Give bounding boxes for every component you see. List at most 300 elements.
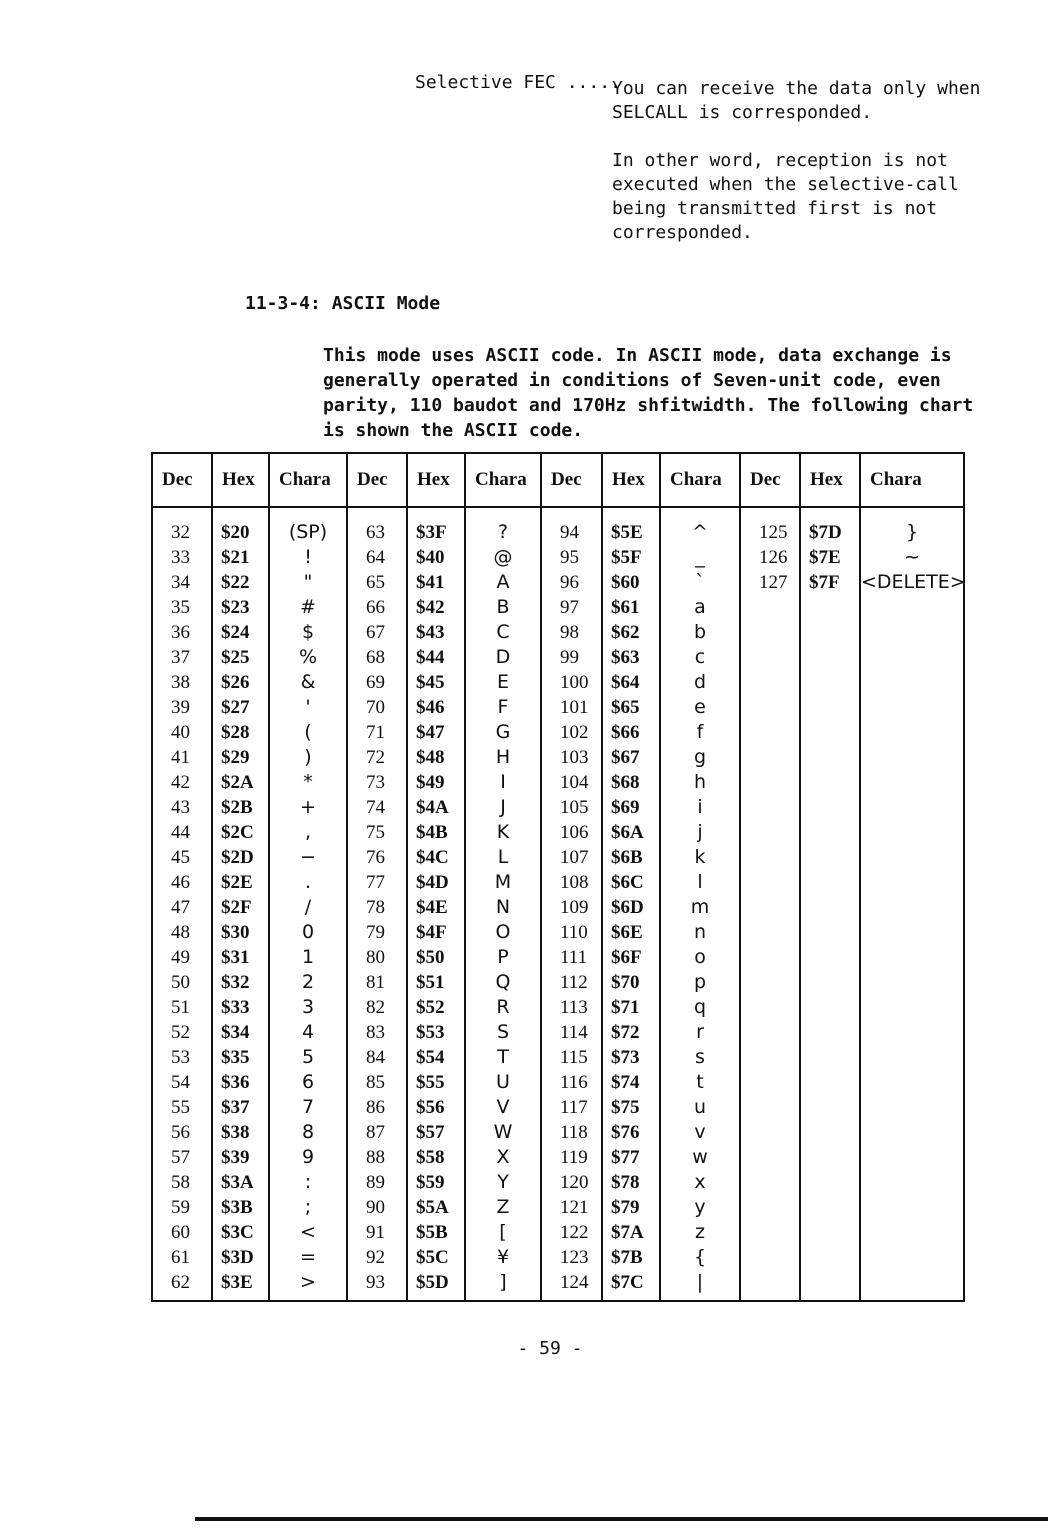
dec-cell: 103 xyxy=(541,745,602,770)
hex-cell: $51 xyxy=(407,970,465,995)
chara-cell: Y xyxy=(465,1170,541,1195)
hex-cell: $29 xyxy=(212,745,269,770)
hex-cell: $52 xyxy=(407,995,465,1020)
dec-cell: 127 xyxy=(740,570,800,595)
chara-cell xyxy=(860,1070,964,1095)
hex-cell: $49 xyxy=(407,770,465,795)
dec-cell: 72 xyxy=(347,745,407,770)
chara-cell: l xyxy=(660,870,740,895)
dec-cell: 95 xyxy=(541,545,602,570)
hex-cell: $79 xyxy=(602,1195,660,1220)
chara-cell: 2 xyxy=(269,970,347,995)
dec-cell: 83 xyxy=(347,1020,407,1045)
table-row xyxy=(152,920,964,945)
chara-cell xyxy=(860,1120,964,1145)
hex-cell: $21 xyxy=(212,545,269,570)
hex-cell: $39 xyxy=(212,1145,269,1170)
hex-cell: $72 xyxy=(602,1020,660,1045)
chara-cell xyxy=(860,795,964,820)
hex-cell: $20 xyxy=(212,507,269,545)
dec-cell: 79 xyxy=(347,920,407,945)
table-row xyxy=(152,1145,964,1170)
chara-cell xyxy=(860,1170,964,1195)
hex-cell xyxy=(800,1220,860,1245)
dec-cell xyxy=(740,970,800,995)
dec-cell: 91 xyxy=(347,1220,407,1245)
hex-cell: $34 xyxy=(212,1020,269,1045)
table-row xyxy=(152,720,964,745)
chara-cell: h xyxy=(660,770,740,795)
chara-cell: ¥ xyxy=(465,1245,541,1270)
chara-cell: e xyxy=(660,695,740,720)
dec-cell: 80 xyxy=(347,945,407,970)
chara-cell: s xyxy=(660,1045,740,1070)
chara-cell: r xyxy=(660,1020,740,1045)
dec-cell: 89 xyxy=(347,1170,407,1195)
chara-cell: . xyxy=(269,870,347,895)
chara-cell: ] xyxy=(465,1270,541,1295)
hex-cell xyxy=(800,670,860,695)
chara-cell xyxy=(860,1220,964,1245)
hex-cell: $76 xyxy=(602,1120,660,1145)
hex-cell xyxy=(800,695,860,720)
dec-cell: 109 xyxy=(541,895,602,920)
hex-cell xyxy=(800,1195,860,1220)
dec-cell xyxy=(740,695,800,720)
hex-cell: $64 xyxy=(602,670,660,695)
hex-cell: $42 xyxy=(407,595,465,620)
dec-cell: 73 xyxy=(347,770,407,795)
hex-cell: $23 xyxy=(212,595,269,620)
hex-cell: $60 xyxy=(602,570,660,595)
dec-cell xyxy=(740,1070,800,1095)
chara-cell: u xyxy=(660,1095,740,1120)
chara-cell xyxy=(860,695,964,720)
dec-cell: 71 xyxy=(347,720,407,745)
dec-cell: 101 xyxy=(541,695,602,720)
chara-cell xyxy=(860,870,964,895)
hex-cell: $68 xyxy=(602,770,660,795)
dec-cell: 54 xyxy=(152,1070,212,1095)
hex-cell xyxy=(800,795,860,820)
hex-cell: $5C xyxy=(407,1245,465,1270)
hex-cell xyxy=(800,895,860,920)
column-header: Hex xyxy=(407,453,465,507)
chara-cell: 7 xyxy=(269,1095,347,1120)
chara-cell: J xyxy=(465,795,541,820)
hex-cell: $41 xyxy=(407,570,465,595)
dec-cell xyxy=(740,1045,800,1070)
hex-cell xyxy=(800,1245,860,1270)
table-header-row xyxy=(152,453,964,507)
chara-cell: o xyxy=(660,945,740,970)
hex-cell: $56 xyxy=(407,1095,465,1120)
dec-cell: 90 xyxy=(347,1195,407,1220)
dec-cell: 113 xyxy=(541,995,602,1020)
fec-paragraph-2: In other word, reception is not executed when the selective-call being transmitted first is not corresponded. xyxy=(612,150,959,243)
hex-cell: $63 xyxy=(602,645,660,670)
chara-cell: < xyxy=(269,1220,347,1245)
dec-cell: 63 xyxy=(347,507,407,545)
selective-fec-term: Selective FEC ..... xyxy=(415,72,621,93)
dec-cell: 106 xyxy=(541,820,602,845)
dec-cell xyxy=(740,770,800,795)
table-row xyxy=(152,1120,964,1145)
hex-cell: $2B xyxy=(212,795,269,820)
dec-cell: 77 xyxy=(347,870,407,895)
hex-cell: $4B xyxy=(407,820,465,845)
dec-cell: 50 xyxy=(152,970,212,995)
chara-cell: 6 xyxy=(269,1070,347,1095)
chara-cell: O xyxy=(465,920,541,945)
hex-cell: $26 xyxy=(212,670,269,695)
hex-cell: $7C xyxy=(602,1270,660,1295)
chara-cell: } xyxy=(860,507,964,545)
table-row xyxy=(152,1070,964,1095)
dec-cell: 45 xyxy=(152,845,212,870)
empty-cell xyxy=(800,1295,860,1301)
hex-cell xyxy=(800,620,860,645)
dec-cell xyxy=(740,670,800,695)
dec-cell: 93 xyxy=(347,1270,407,1295)
dec-cell: 65 xyxy=(347,570,407,595)
hex-cell: $2F xyxy=(212,895,269,920)
hex-cell: $4D xyxy=(407,870,465,895)
hex-cell: $22 xyxy=(212,570,269,595)
hex-cell xyxy=(800,820,860,845)
hex-cell: $43 xyxy=(407,620,465,645)
chara-cell: = xyxy=(269,1245,347,1270)
chara-cell: 4 xyxy=(269,1020,347,1045)
empty-cell xyxy=(541,1295,602,1301)
dec-cell: 112 xyxy=(541,970,602,995)
hex-cell: $73 xyxy=(602,1045,660,1070)
dec-cell: 52 xyxy=(152,1020,212,1045)
hex-cell xyxy=(800,1095,860,1120)
dec-cell xyxy=(740,1195,800,1220)
hex-cell: $67 xyxy=(602,745,660,770)
hex-cell xyxy=(800,1270,860,1295)
intro-paragraph: This mode uses ASCII code. In ASCII mode, data exchange is generally operated in conditions of Seven-unit code, even parity, 110 baudot and 170Hz shfitwidth. The following chart is shown the ASCII code. xyxy=(323,345,974,441)
chara-cell: , xyxy=(269,820,347,845)
hex-cell: $75 xyxy=(602,1095,660,1120)
table-row xyxy=(152,1220,964,1245)
table-row xyxy=(152,507,964,545)
dec-cell: 111 xyxy=(541,945,602,970)
empty-cell xyxy=(152,1295,212,1301)
empty-cell xyxy=(660,1295,740,1301)
chara-cell: 1 xyxy=(269,945,347,970)
dec-cell xyxy=(740,945,800,970)
column-header: Dec xyxy=(152,453,212,507)
empty-cell xyxy=(212,1295,269,1301)
section-heading: 11-3-4: ASCII Mode xyxy=(245,293,441,314)
empty-cell xyxy=(407,1295,465,1301)
table-row xyxy=(152,870,964,895)
table-row xyxy=(152,595,964,620)
chara-cell: S xyxy=(465,1020,541,1045)
dec-cell: 94 xyxy=(541,507,602,545)
hex-cell: $53 xyxy=(407,1020,465,1045)
hex-cell: $54 xyxy=(407,1045,465,1070)
hex-cell: $2E xyxy=(212,870,269,895)
chara-cell: E xyxy=(465,670,541,695)
table-row xyxy=(152,945,964,970)
column-header: Chara xyxy=(660,453,740,507)
table-row xyxy=(152,995,964,1020)
table-row xyxy=(152,1270,964,1295)
dec-cell: 97 xyxy=(541,595,602,620)
hex-cell: $65 xyxy=(602,695,660,720)
column-header: Chara xyxy=(465,453,541,507)
hex-cell xyxy=(800,1145,860,1170)
hex-cell xyxy=(800,1045,860,1070)
hex-cell: $3E xyxy=(212,1270,269,1295)
hex-cell: $6B xyxy=(602,845,660,870)
dec-cell: 60 xyxy=(152,1220,212,1245)
dec-cell xyxy=(740,920,800,945)
column-header: Chara xyxy=(269,453,347,507)
dec-cell xyxy=(740,720,800,745)
dec-cell: 119 xyxy=(541,1145,602,1170)
hex-cell: $33 xyxy=(212,995,269,1020)
hex-cell: $44 xyxy=(407,645,465,670)
dec-cell: 37 xyxy=(152,645,212,670)
chara-cell: m xyxy=(660,895,740,920)
table-row xyxy=(152,1020,964,1045)
chara-cell: ( xyxy=(269,720,347,745)
chara-cell: # xyxy=(269,595,347,620)
hex-cell: $6D xyxy=(602,895,660,920)
hex-cell: $4F xyxy=(407,920,465,945)
chara-cell: { xyxy=(660,1245,740,1270)
chara-cell xyxy=(860,620,964,645)
hex-cell: $66 xyxy=(602,720,660,745)
hex-cell: $7E xyxy=(800,545,860,570)
hex-cell: $7B xyxy=(602,1245,660,1270)
dec-cell: 92 xyxy=(347,1245,407,1270)
chara-cell: q xyxy=(660,995,740,1020)
dec-cell: 74 xyxy=(347,795,407,820)
chara-cell: > xyxy=(269,1270,347,1295)
fec-paragraph-1: You can receive the data only when SELCALL is corresponded. xyxy=(612,78,981,123)
dec-cell xyxy=(740,745,800,770)
dec-cell: 44 xyxy=(152,820,212,845)
hex-cell xyxy=(800,1020,860,1045)
chara-cell: $ xyxy=(269,620,347,645)
chara-cell: F xyxy=(465,695,541,720)
table-row xyxy=(152,970,964,995)
chara-cell: W xyxy=(465,1120,541,1145)
hex-cell: $58 xyxy=(407,1145,465,1170)
chara-cell: [ xyxy=(465,1220,541,1245)
chara-cell xyxy=(860,595,964,620)
dec-cell: 87 xyxy=(347,1120,407,1145)
table-row xyxy=(152,1170,964,1195)
column-header: Hex xyxy=(602,453,660,507)
dec-cell: 116 xyxy=(541,1070,602,1095)
hex-cell: $4C xyxy=(407,845,465,870)
dec-cell: 38 xyxy=(152,670,212,695)
table-row xyxy=(152,1045,964,1070)
hex-cell xyxy=(800,845,860,870)
chara-cell: (SP) xyxy=(269,507,347,545)
column-header: Dec xyxy=(740,453,800,507)
dec-cell: 62 xyxy=(152,1270,212,1295)
chara-cell: " xyxy=(269,570,347,595)
dec-cell: 88 xyxy=(347,1145,407,1170)
chara-cell: X xyxy=(465,1145,541,1170)
hex-cell: $46 xyxy=(407,695,465,720)
dec-cell xyxy=(740,795,800,820)
chara-cell: ? xyxy=(465,507,541,545)
chara-cell xyxy=(860,895,964,920)
hex-cell: $2C xyxy=(212,820,269,845)
chara-cell: <DELETE> xyxy=(861,571,966,593)
dec-cell: 86 xyxy=(347,1095,407,1120)
hex-cell: $71 xyxy=(602,995,660,1020)
chara-cell: ^ xyxy=(660,507,740,545)
hex-cell: $62 xyxy=(602,620,660,645)
dec-cell: 102 xyxy=(541,720,602,745)
empty-cell xyxy=(860,1295,964,1301)
hex-cell: $70 xyxy=(602,970,660,995)
chara-cell: c xyxy=(660,645,740,670)
chara-cell: | xyxy=(660,1270,740,1295)
hex-cell xyxy=(800,945,860,970)
dec-cell: 81 xyxy=(347,970,407,995)
dec-cell: 125 xyxy=(740,507,800,545)
dec-cell: 53 xyxy=(152,1045,212,1070)
table-row xyxy=(152,695,964,720)
dec-cell: 32 xyxy=(152,507,212,545)
dec-cell: 126 xyxy=(740,545,800,570)
hex-cell: $5D xyxy=(407,1270,465,1295)
chara-cell: ` xyxy=(660,570,740,595)
dec-cell: 78 xyxy=(347,895,407,920)
column-header: Dec xyxy=(347,453,407,507)
hex-cell: $59 xyxy=(407,1170,465,1195)
chara-cell xyxy=(860,1020,964,1045)
chara-cell: C xyxy=(465,620,541,645)
dec-cell xyxy=(740,895,800,920)
dec-cell xyxy=(740,845,800,870)
dec-cell: 104 xyxy=(541,770,602,795)
dec-cell: 61 xyxy=(152,1245,212,1270)
hex-cell: $55 xyxy=(407,1070,465,1095)
hex-cell xyxy=(800,1170,860,1195)
hex-cell: $57 xyxy=(407,1120,465,1145)
chara-cell xyxy=(860,820,964,845)
hex-cell: $2A xyxy=(212,770,269,795)
hex-cell: $74 xyxy=(602,1070,660,1095)
table-row xyxy=(152,570,964,595)
table-row xyxy=(152,795,964,820)
chara-cell xyxy=(860,1195,964,1220)
chara-cell: n xyxy=(660,920,740,945)
dec-cell: 98 xyxy=(541,620,602,645)
dec-cell xyxy=(740,870,800,895)
empty-cell xyxy=(347,1295,407,1301)
hex-cell: $37 xyxy=(212,1095,269,1120)
column-header: Hex xyxy=(800,453,860,507)
dec-cell: 68 xyxy=(347,645,407,670)
dec-cell xyxy=(740,1245,800,1270)
chara-cell: x xyxy=(660,1170,740,1195)
hex-cell: $38 xyxy=(212,1120,269,1145)
dec-cell xyxy=(740,995,800,1020)
chara-cell: 8 xyxy=(269,1120,347,1145)
hex-cell: $6F xyxy=(602,945,660,970)
dec-cell: 120 xyxy=(541,1170,602,1195)
dec-cell: 117 xyxy=(541,1095,602,1120)
dec-cell: 34 xyxy=(152,570,212,595)
chara-cell xyxy=(860,645,964,670)
dec-cell: 58 xyxy=(152,1170,212,1195)
hex-cell: $30 xyxy=(212,920,269,945)
hex-cell: $40 xyxy=(407,545,465,570)
dec-cell: 107 xyxy=(541,845,602,870)
hex-cell: $35 xyxy=(212,1045,269,1070)
hex-cell: $32 xyxy=(212,970,269,995)
table-row xyxy=(152,820,964,845)
chara-cell: i xyxy=(660,795,740,820)
hex-cell xyxy=(800,770,860,795)
hex-cell xyxy=(800,745,860,770)
table-row xyxy=(152,845,964,870)
dec-cell: 56 xyxy=(152,1120,212,1145)
dec-cell: 85 xyxy=(347,1070,407,1095)
dec-cell: 55 xyxy=(152,1095,212,1120)
hex-cell: $5F xyxy=(602,545,660,570)
dec-cell xyxy=(740,1020,800,1045)
chara-cell: : xyxy=(269,1170,347,1195)
chara-cell: / xyxy=(269,895,347,920)
hex-cell: $3F xyxy=(407,507,465,545)
hex-cell: $4E xyxy=(407,895,465,920)
chara-cell: j xyxy=(660,820,740,845)
dec-cell: 35 xyxy=(152,595,212,620)
chara-cell: z xyxy=(660,1220,740,1245)
chara-cell: ' xyxy=(269,695,347,720)
hex-cell: $69 xyxy=(602,795,660,820)
chara-cell: 3 xyxy=(269,995,347,1020)
chara-cell xyxy=(860,1145,964,1170)
bottom-rule xyxy=(195,1517,1048,1521)
dec-cell: 59 xyxy=(152,1195,212,1220)
table-body xyxy=(152,507,964,1301)
hex-cell xyxy=(800,920,860,945)
dec-cell: 48 xyxy=(152,920,212,945)
hex-cell: $27 xyxy=(212,695,269,720)
column-header: Dec xyxy=(541,453,602,507)
chara-cell: + xyxy=(269,795,347,820)
hex-cell: $7F xyxy=(800,570,860,595)
dec-cell: 122 xyxy=(541,1220,602,1245)
chara-cell: ) xyxy=(269,745,347,770)
hex-cell: $77 xyxy=(602,1145,660,1170)
dec-cell xyxy=(740,1170,800,1195)
dec-cell: 96 xyxy=(541,570,602,595)
hex-cell xyxy=(800,1120,860,1145)
hex-cell: $45 xyxy=(407,670,465,695)
dec-cell: 82 xyxy=(347,995,407,1020)
chara-cell xyxy=(860,1270,964,1295)
chara-cell xyxy=(860,1095,964,1120)
dec-cell: 47 xyxy=(152,895,212,920)
chara-cell: @ xyxy=(465,545,541,570)
chara-cell: I xyxy=(465,770,541,795)
